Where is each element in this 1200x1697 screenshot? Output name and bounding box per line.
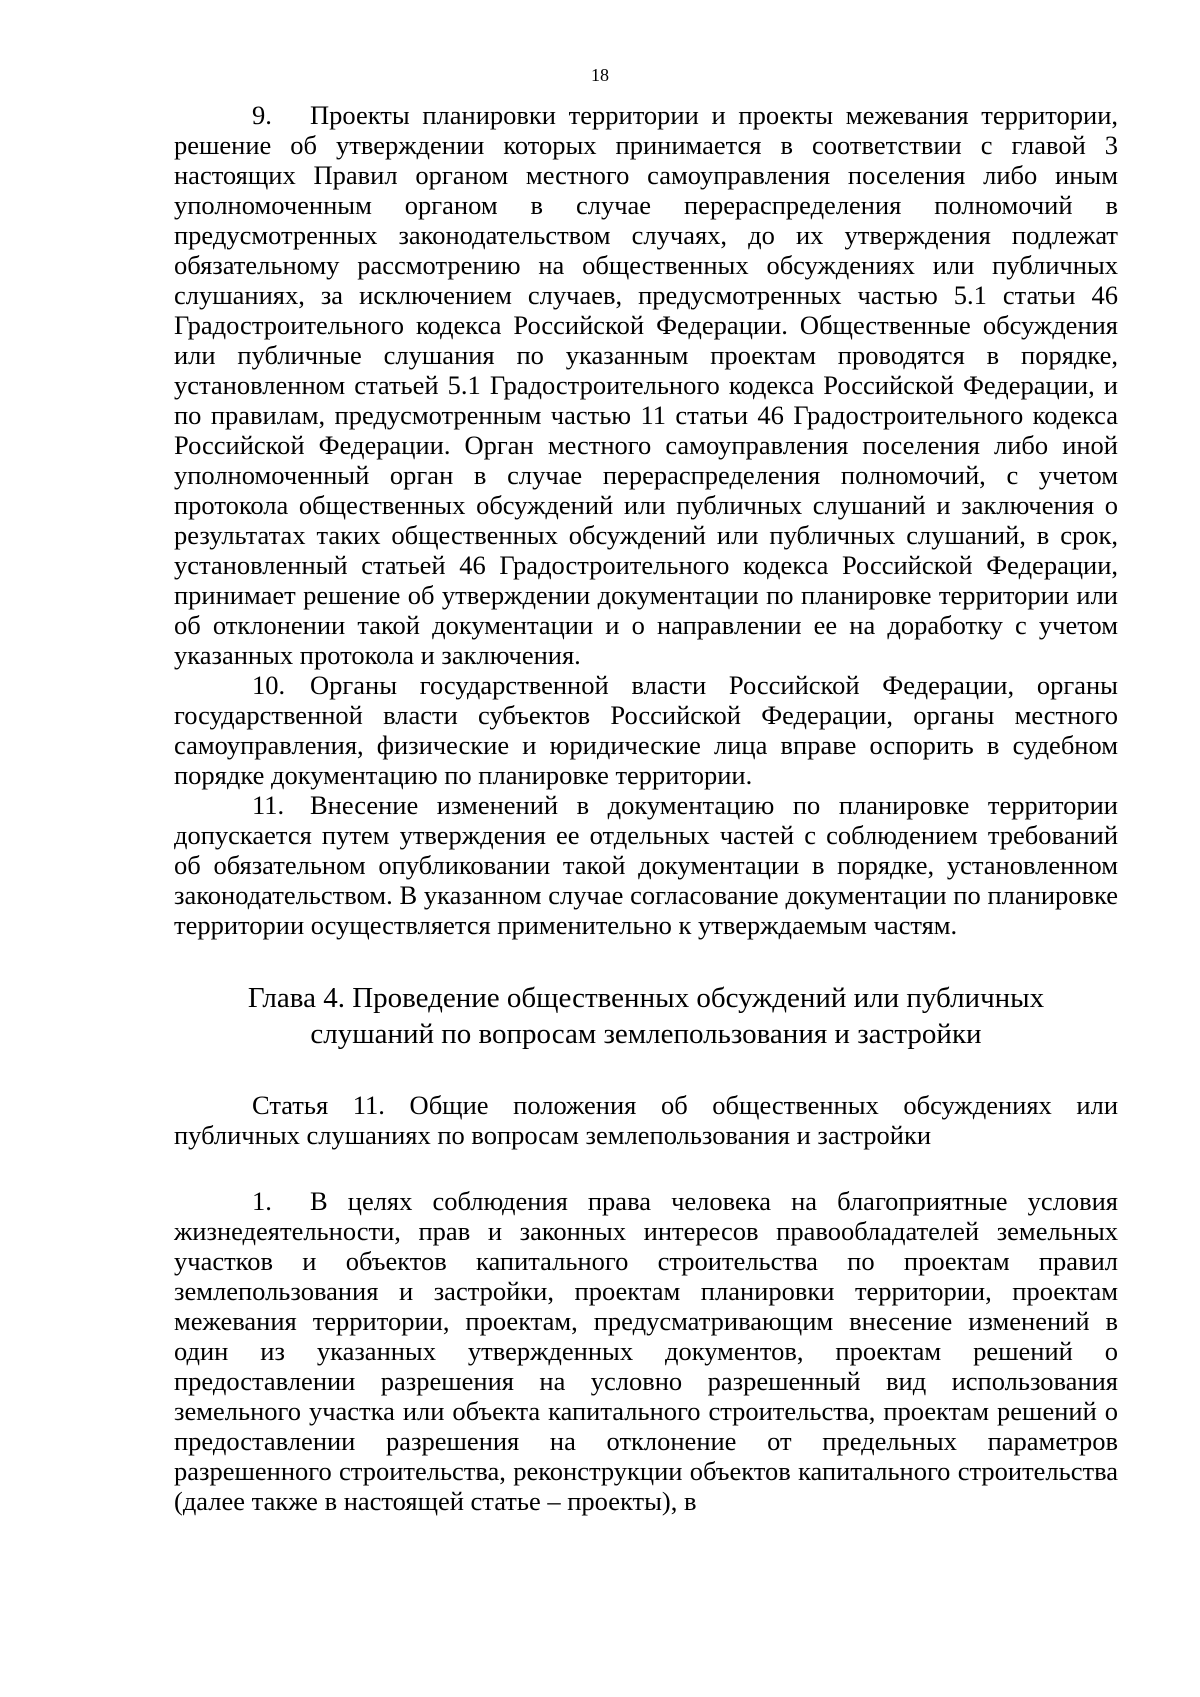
paragraph-number: 11.: [252, 790, 285, 820]
page-number: 18: [591, 65, 609, 85]
chapter-heading-line-1: Глава 4. Проведение общественных обсуждений или публичных: [247, 982, 1045, 1014]
chapter-heading-line-2: слушаний по вопросам землепользования и застройки: [310, 1018, 982, 1050]
paragraph-9: [174, 100, 1118, 670]
article-heading: Статья 11. Общие положения об общественных обсуждениях или публичных слушаниях по вопросам землепользования и застройки: [174, 1090, 1118, 1150]
paragraph-11: [174, 790, 1118, 940]
paragraph-text: Органы государственной власти Российской Федерации, органы государственной власти субъектов Российской Федерации, органы местного самоуправления, физические и юридические лица вправе оспорить в судебном порядке документацию по планировке территории.: [174, 670, 1118, 790]
paragraph-1: [174, 1186, 1118, 1516]
document-body: [174, 100, 1118, 1516]
paragraph-text: Проекты планировки территории и проекты межевания территории, решение об утверждении которых принимается в соответствии с главой 3 настоящих Правил органом местного самоуправления поселения либо иным уполномоченным органом в случае перераспределения полномочий в предусмотренных законодательством случаях, до их утверждения подлежат обязательному рассмотрению на общественных обсуждениях или публичных слушаниях, за исключением случаев, предусмотренных частью 5.1 статьи 46 Градостроительного кодекса Российской Федерации. Общественные обсуждения или публичные слушания по указанным проектам проводятся в порядке, установленном статьей 5.1 Градостроительного кодекса Российской Федерации, и по правилам, предусмотренным частью 11 статьи 46 Градостроительного кодекса Российской Федерации. Орган местного самоуправления поселения либо иной уполномоченный орган в случае перераспределения полномочий, с учетом протокола общественных обсуждений или публичных слушаний и заключения о результатах таких общественных обсуждений или публичных слушаний, в срок, установленный статьей 46 Градостроительного кодекса Российской Федерации, принимает решение об утверждении документации по планировке территории или об отклонении такой документации и о направлении ее на доработку с учетом указанных протокола и заключения.: [174, 100, 1118, 670]
paragraph-number: 1.: [252, 1186, 272, 1216]
chapter-heading: [174, 980, 1118, 1052]
paragraph-text: Внесение изменений в документацию по планировке территории допускается путем утверждения ее отдельных частей с соблюдением требований об обязательном опубликовании такой документации в порядке, установленном законодательством. В указанном случае согласование документации по планировке территории осуществляется применительно к утверждаемым частям.: [174, 790, 1118, 940]
paragraph-text: В целях соблюдения права человека на благоприятные условия жизнедеятельности, прав и законных интересов правообладателей земельных участков и объектов капитального строительства по проектам правил землепользования и застройки, проектам планировки территории, проектам межевания территории, проектам, предусматривающим внесение изменений в один из указанных утвержденных документов, проектам решений о предоставлении разрешения на условно разрешенный вид использования земельного участка или объекта капитального строительства, проектам решений о предоставлении разрешения на отклонение от предельных параметров разрешенного строительства, реконструкции объектов капитального строительства (далее также в настоящей статье – проекты), в: [174, 1186, 1118, 1516]
paragraph-10: [174, 670, 1118, 790]
paragraph-number: 10.: [252, 670, 286, 700]
paragraph-number: 9.: [252, 100, 272, 130]
